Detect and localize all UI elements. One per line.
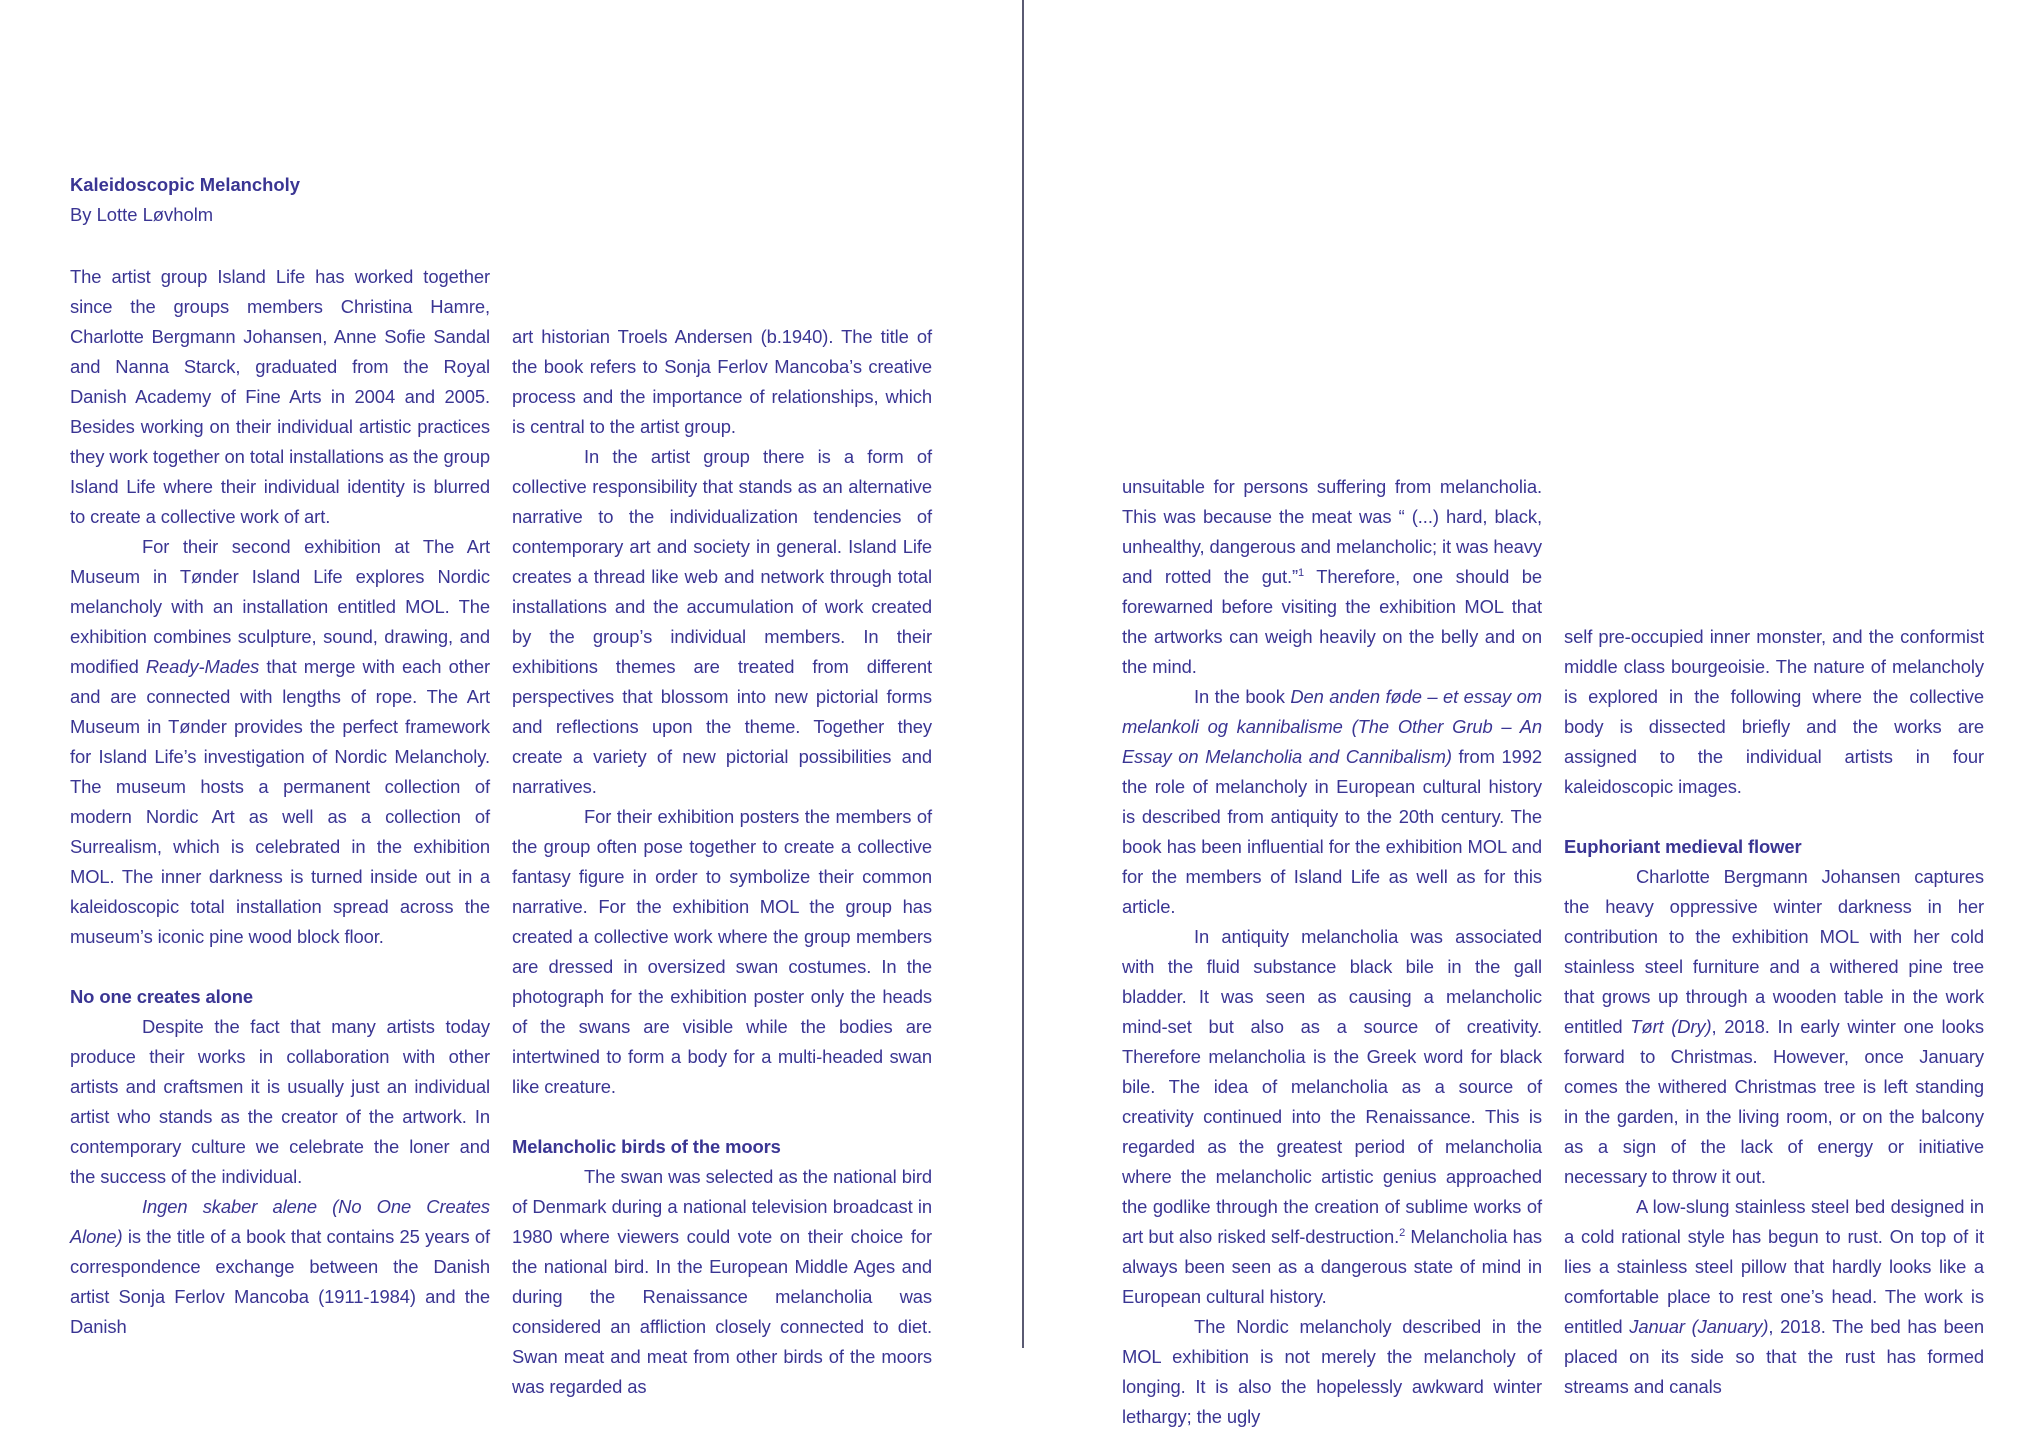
- paragraph: In the artist group there is a form of collective responsibility that stands as an alternative narrative to the individualization tendencies of contemporary art and society in general. Island Life creates a thread like web and network through total installations and the accumulation of work created by the group’s individual members. In their exhibitions themes are treated from different perspectives that blossom into new pictorial forms and reflections upon the theme. Together they create a variety of new pictorial possibilities and narratives.: [512, 446, 932, 797]
- paragraph: unsuitable for persons suffering from melancholia. This was because the meat was “ (...) hard, black, unhealthy, dangerous and melancholic; it was heavy and rotted the gut.”$^1$ Therefore, one should be forewarned before visiting the exhibition MOL that the artworks can weigh heavily on the belly and on the mind.: [1122, 476, 1543, 677]
- section-heading: No one creates alone: [70, 986, 253, 1007]
- footnote-marker: 1: [1298, 566, 1305, 579]
- section-heading: Euphoriant medieval flower: [1564, 836, 1802, 857]
- footnote-marker: 2: [1399, 1226, 1406, 1239]
- column-4: [1564, 622, 1984, 1402]
- paragraph: Despite the fact that many artists today produce their works in collaboration with other artists and craftsmen it is usually just an individual artist who stands as the creator of the artwork. In contemporary culture we celebrate the loner and the success of the individual.: [70, 1016, 490, 1187]
- page-spine-divider: [1022, 0, 1024, 1348]
- column-2: [512, 322, 932, 1402]
- paragraph: In antiquity melancholia was associated with the fluid substance black bile in the gall bladder. It was seen as causing a melancholic mind-set but also as a source of creativity. Therefore melancholia is the Greek word for black bile. The idea of melancholia as a source of creativity continued into the Renaissance. This is regarded as the greatest period of melancholia where the melancholic artistic genius approached the godlike through the creation of sublime works of art but also risked self-destruction.$^2$ Melancholia has always been seen as a dangerous state of mind in European cultural history.: [1122, 926, 1542, 1307]
- column-1: [70, 262, 490, 1342]
- paragraph: For their exhibition posters the members of the group often pose together to create a collective fantasy figure in order to symbolize their common narrative. For the exhibition MOL the group has created a collective work where the group members are dressed in oversized swan costumes. In the photograph for the exhibition poster only the heads of the swans are visible while the bodies are intertwined to form a body for a multi-headed swan like creature.: [512, 806, 932, 1097]
- column-3: [1122, 472, 1542, 1432]
- paragraph: The swan was selected as the national bird of Denmark during a national television broadcast in 1980 where viewers could vote on their choice for the national bird. In the European Middle Ages and during the Renaissance melancholia was considered an affliction closely connected to diet. Swan meat and meat from other birds of the moors was regarded as: [512, 1166, 932, 1397]
- paragraph: Charlotte Bergmann Johansen captures the heavy oppressive winter darkness in her contribution to the exhibition MOL with her cold stainless steel furniture and a withered pine tree that grows up through a wooden table in the work entitled Tørt (Dry), 2018. In early winter one looks forward to Christmas. However, once January comes the withered Christmas tree is left standing in the garden, in the living room, or on the balcony as a sign of the lack of energy or initiative necessary to throw it out.: [1564, 866, 1984, 1187]
- paragraph: Ingen skaber alene (No One Creates Alone) is the title of a book that contains 25 years of correspondence exchange between the Danish artist Sonja Ferlov Mancoba (1911-1984) and the Danish: [70, 1196, 490, 1337]
- article-title: Kaleidoscopic Melancholy: [70, 174, 300, 195]
- section-heading: Melancholic birds of the moors: [512, 1136, 781, 1157]
- paragraph: self pre-occupied inner monster, and the conformist middle class bourgeoisie. The nature of melancholy is explored in the following where the collective body is dissected briefly and the works are assigned to the individual artists in four kaleidoscopic images.: [1564, 626, 1984, 797]
- paragraph: For their second exhibition at The Art Museum in Tønder Island Life explores Nordic melancholy with an installation entitled MOL. The exhibition combines sculpture, sound, drawing, and modified Ready-Mades that merge with each other and are connected with lengths of rope. The Art Museum in Tønder provides the perfect framework for Island Life’s investigation of Nordic Melancholy. The museum hosts a permanent collection of modern Nordic Art as well as a collection of Surrealism, which is celebrated in the exhibition MOL. The inner darkness is turned inside out in a kaleidoscopic total installation spread across the museum’s iconic pine wood block floor.: [70, 536, 490, 947]
- article-byline: By Lotte Løvholm: [70, 204, 214, 225]
- paragraph: A low-slung stainless steel bed designed in a cold rational style has begun to rust. On top of it lies a stainless steel pillow that hardly looks like a comfortable place to rest one’s head. The work is entitled Januar (January), 2018. The bed has been placed on its side so that the rust has formed streams and canals: [1564, 1196, 1984, 1397]
- paragraph: art historian Troels Andersen (b.1940). The title of the book refers to Sonja Ferlov Mancoba’s creative process and the importance of relationships, which is central to the artist group.: [512, 326, 932, 437]
- article-heading: [70, 170, 300, 230]
- paragraph: The Nordic melancholy described in the MOL exhibition is not merely the melancholy of longing. It is also the hopelessly awkward winter lethargy; the ugly: [1122, 1316, 1542, 1427]
- paragraph: In the book Den anden føde – et essay om melankoli og kannibalisme (The Other Grub – An Essay on Melancholia and Cannibalism) from 1992 the role of melancholy in European cultural history is described from antiquity to the 20th century. The book has been influential for the exhibition MOL and for the members of Island Life as well as for this article.: [1122, 686, 1542, 917]
- paragraph: The artist group Island Life has worked together since the groups members Christina Hamre, Charlotte Bergmann Johansen, Anne Sofie Sandal and Nanna Starck, graduated from the Royal Danish Academy of Fine Arts in 2004 and 2005. Besides working on their individual artistic practices they work together on total installations as the group Island Life where their individual identity is blurred to create a collective work of art.: [70, 266, 490, 527]
